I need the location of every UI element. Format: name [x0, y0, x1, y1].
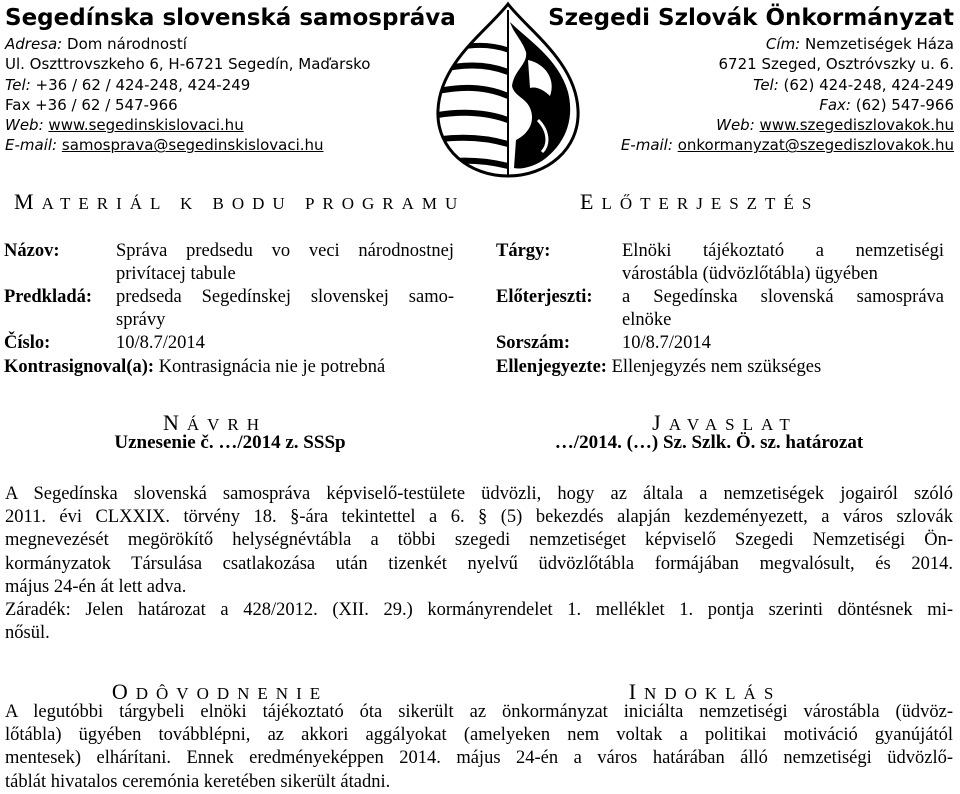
left-tel-line — [5, 75, 425, 95]
odovodnenie-initial: O — [111, 679, 136, 704]
decision-line: május 24-én át lett adva. — [5, 576, 187, 597]
eloterjeszti-line1: a Segedínska slovenská samospráva — [622, 287, 944, 307]
sorszam-row — [496, 332, 944, 356]
left-info-table — [4, 240, 454, 380]
kontra-value: Kontrasignácia nie je potrebná — [154, 357, 386, 377]
targy-line1: Elnöki tájékoztató a nemzetiségi — [622, 241, 944, 261]
right-email-label: E-mail: — [620, 136, 673, 155]
left-org-title: Segedínska slovenská samospráva — [5, 5, 456, 31]
right-heading-rest: LŐTERJESZTÉS — [601, 194, 820, 213]
eloterjeszti-line2: elnöke — [622, 310, 672, 330]
justification-line: A legutóbbi tárgybeli elnöki tájékoztató óta sikerült az önkormányzat iniciálta nemzetiségi várostábla (üdvöz- — [5, 702, 953, 722]
predklada-line2: správy — [116, 310, 166, 330]
odovodnenie-rest: DÔVODNENIE — [135, 684, 329, 703]
left-fax-line: Fax +36 / 62 / 547-966 — [5, 95, 178, 114]
right-letterhead — [534, 2, 954, 156]
predklada-label: Predkladá: — [4, 287, 93, 307]
left-tel-label: Tel: — [5, 75, 31, 94]
decision-line: kormányzatok Társulása csatlakozása után tizenkét nyelvű üdvözlőtábla formájában megvalósult, és 2014. — [5, 553, 953, 574]
justification-paragraph — [5, 701, 953, 794]
left-address-value: Dom národností — [62, 35, 187, 53]
right-fax-label: Fax: — [819, 95, 851, 114]
left-email-line — [5, 135, 425, 155]
cislo-value: 10/8.7/2014 — [116, 333, 205, 353]
left-letterhead — [5, 2, 456, 156]
right-address-line — [534, 34, 954, 54]
right-fax-line — [534, 95, 954, 115]
javaslat-initial: J — [652, 410, 669, 435]
kontra-label: Kontrasignoval(a): — [4, 357, 155, 377]
right-heading-initial: E — [580, 189, 602, 214]
justification-line: mentesek) elhárítani. Ennek eredményeképpen 2014. május 24-én a város határában álló nemzetiségi üdvözlő- — [5, 748, 953, 769]
eloterjeszti-row — [496, 286, 944, 332]
cislo-row — [4, 332, 454, 356]
sorszam-value: 10/8.7/2014 — [622, 333, 711, 353]
kontra-row — [4, 356, 454, 380]
indoklas-initial: I — [628, 679, 645, 704]
sorszam-label: Sorszám: — [496, 333, 570, 353]
clause-line: nősül. — [5, 623, 50, 644]
right-org-title: Szegedi Szlovák Önkormányzat — [548, 5, 954, 31]
cislo-label: Číslo: — [4, 333, 51, 353]
ellen-label: Ellenjegyezte: — [496, 357, 607, 377]
right-tel-value: (62) 424-248, 424-249 — [778, 75, 954, 94]
right-fax-value: (62) 547-966 — [850, 95, 954, 114]
left-street-line: Ul. Oszttrovszkeho 6, H-6721 Segedín, Maďarsko — [5, 55, 371, 74]
nazov-line2: privítacej tabule — [116, 264, 236, 284]
decision-line: A Segedínska slovenská samospráva képviselő-testülete üdvözli, hogy az általa a nemzetiségek jogairól szóló — [5, 484, 953, 504]
right-email-link[interactable]: onkormanyzat@szegediszlovakok.hu — [677, 136, 954, 155]
justification-line: lőtábla) ügyében továbblépni, az akkori aggályokat (amelyeken nem voltak a politikai motiváció gyanújától — [5, 725, 953, 746]
javaslat-rest: AVASLAT — [668, 415, 798, 434]
indoklas-rest: NDOKLÁS — [644, 684, 782, 703]
targy-label: Tárgy: — [496, 241, 551, 261]
left-section-heading — [14, 189, 465, 215]
right-section-heading — [580, 189, 819, 215]
justification-line: táblát hivatalos ceremónia keretében sikerült átadni. — [5, 771, 391, 792]
ellen-row — [496, 356, 944, 380]
decision-line: 2011. évi CLXXIX. törvény 18. §-ára tekintettel a 6. § (5) bekezdés alapján kezdeményezett, a város szlovák — [5, 507, 953, 528]
left-web-line — [5, 115, 425, 135]
targy-row — [496, 240, 944, 286]
right-web-link[interactable]: www.szegediszlovakok.hu — [759, 116, 954, 135]
right-address-value: Nemzetiségek Háza — [800, 35, 954, 53]
navrh-rest: ÁVRH — [186, 415, 268, 434]
nazov-row — [4, 240, 454, 286]
nazov-label: Názov: — [4, 241, 60, 261]
right-street-line: 6721 Szeged, Osztróvszky u. 6. — [718, 55, 954, 74]
left-address-line — [5, 34, 425, 54]
left-email-link[interactable]: samosprava@segedinskislovaci.hu — [61, 136, 324, 155]
right-tel-label: Tel: — [753, 75, 779, 94]
decision-paragraph — [5, 483, 953, 645]
right-email-line — [534, 135, 954, 155]
left-tel-value: +36 / 62 / 424-248, 424-249 — [30, 75, 251, 94]
targy-line2: várostábla (üdvözlőtábla) ügyében — [622, 264, 878, 284]
ellen-value: Ellenjegyzés nem szükséges — [606, 357, 822, 377]
hatarozat-line: …/2014. (…) Sz. Szlk. Ö. sz. határozat — [554, 432, 864, 453]
decision-line: megnevezését megörökítő helységnévtábla a többi szegedi nemzetiséget képviselő Szegedi Nemzetiségi Ön- — [5, 530, 953, 551]
uznesenie-line: Uznesenie č. …/2014 z. SSSp — [114, 432, 346, 453]
left-address-label: Adresa: — [5, 35, 63, 53]
clause-line: Záradék: Jelen határozat a 428/2012. (XII. 29.) kormányrendelet 1. melléklet 1. pontja szerinti döntésnek mi- — [5, 600, 953, 621]
predklada-row — [4, 286, 454, 332]
navrh-initial: N — [162, 410, 187, 435]
eloterjeszti-label: Előterjeszti: — [496, 287, 593, 307]
right-address-label: Cím: — [765, 35, 801, 53]
right-info-table — [496, 240, 944, 380]
right-web-label: Web: — [716, 116, 755, 135]
left-web-label: Web: — [5, 116, 44, 135]
nazov-line1: Správa predsedu vo veci národnostnej — [116, 241, 454, 261]
right-web-line — [534, 115, 954, 135]
left-web-link[interactable]: www.segedinskislovaci.hu — [48, 116, 244, 135]
predklada-line1: predseda Segedínskej slovenskej samo- — [116, 287, 454, 307]
left-email-label: E-mail: — [5, 136, 58, 155]
right-tel-line — [534, 75, 954, 95]
left-heading-initial: M — [14, 189, 42, 214]
left-heading-rest: ATERIÁL K BODU PROGRAMU — [41, 194, 466, 213]
